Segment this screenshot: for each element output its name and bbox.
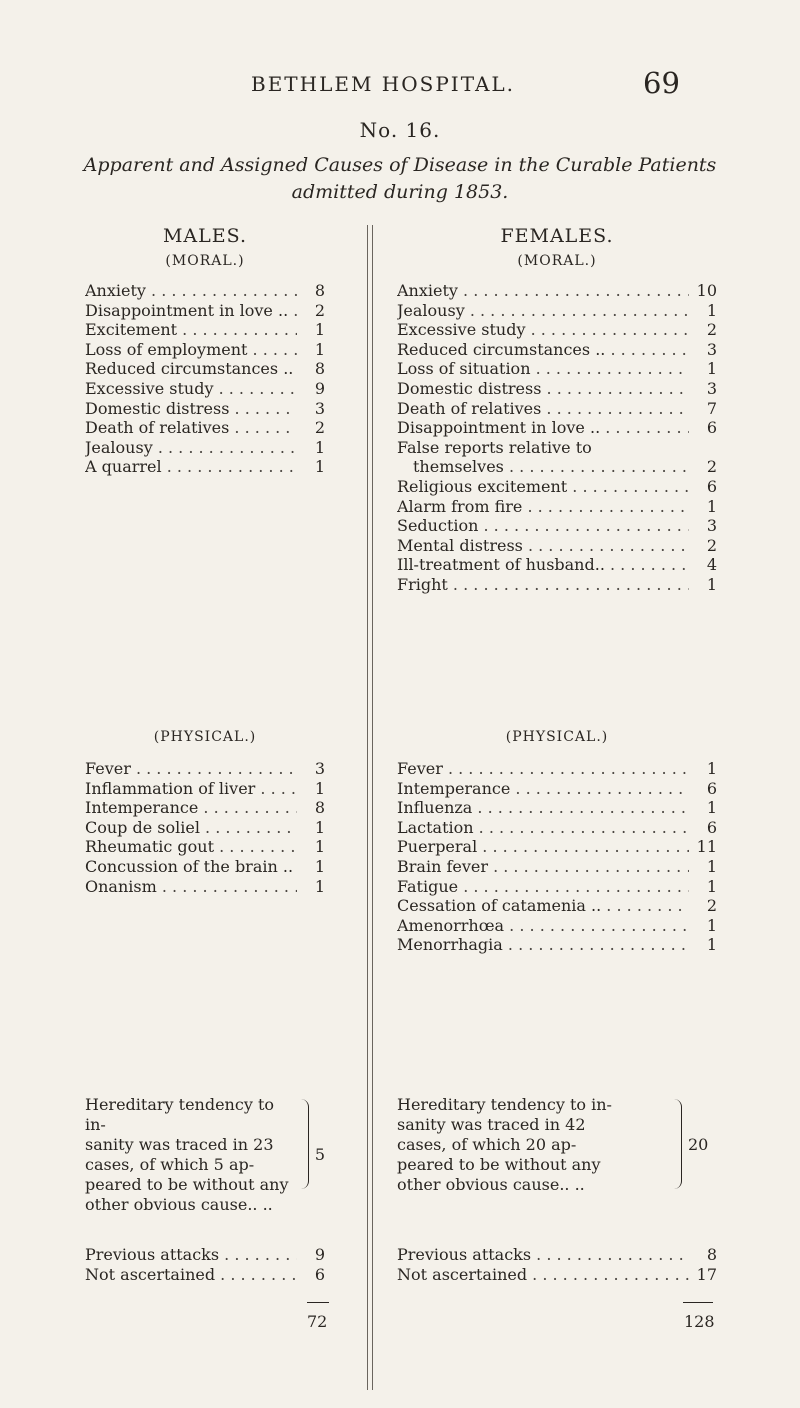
list-item: Religious excitement . . . 6	[397, 477, 717, 497]
list-item: Seduction . . . 3	[397, 516, 717, 536]
list-item: Lactation . . . 6	[397, 818, 717, 838]
females-hereditary-note: Hereditary tendency to in- sanity was traced in 42 cases, of which 20 ap- peared to be without any other obvious cause.. .. 20	[397, 1095, 709, 1194]
list-item: Excessive study . . . 2	[397, 320, 717, 340]
list-item: Previous attacks . . . 8	[397, 1245, 717, 1265]
list-item: Intemperance . . . 6	[397, 779, 717, 799]
list-item: Domestic distress . . . 3	[397, 379, 717, 399]
list-item: Disappointment in love .. . . . 6	[397, 418, 717, 438]
list-item: Cessation of catamenia .. . . . 2	[397, 896, 717, 916]
list-item: Brain fever . . . 1	[397, 857, 717, 877]
list-item: Loss of employment . . . 1	[85, 340, 325, 360]
list-item: Fright . . . 1	[397, 575, 717, 595]
list-item: Excitement . . . 1	[85, 320, 325, 340]
list-item: Rheumatic gout . . . 1	[85, 837, 325, 857]
list-item: Domestic distress . . . 3	[85, 399, 325, 419]
list-item: Fatigue . . . 1	[397, 877, 717, 897]
list-item: Reduced circumstances .. . . . 3	[397, 340, 717, 360]
list-item: Jealousy . . . 1	[85, 438, 325, 458]
males-moral-heading: (MORAL.)	[165, 253, 245, 269]
table-number: No. 16.	[359, 118, 441, 142]
list-item: Menorrhagia . . . 1	[397, 935, 717, 955]
list-item: Alarm from fire . . . 1	[397, 497, 717, 517]
females-moral-heading: (MORAL.)	[517, 253, 597, 269]
males-total: 72	[307, 1312, 328, 1331]
running-head: BETHLEM HOSPITAL.	[251, 72, 516, 96]
brace-icon	[296, 1099, 309, 1189]
table-title	[0, 152, 800, 206]
females-physical-section	[397, 729, 717, 955]
list-item: Amenorrhœa . . . 1	[397, 916, 717, 936]
females-moral-section	[397, 225, 717, 595]
list-item: Fever . . . 3	[85, 759, 325, 779]
females-total: 128	[684, 1312, 715, 1331]
males-moral-section	[85, 225, 325, 477]
list-item: Coup de soliel . . . 1	[85, 818, 325, 838]
males-heading: MALES.	[162, 225, 248, 247]
list-item: Puerperal . . . 11	[397, 837, 717, 857]
list-item: themselves . . . 2	[397, 457, 717, 477]
females-other-section	[397, 1245, 717, 1284]
males-other-section	[85, 1245, 325, 1284]
list-item: Reduced circumstances .. . . . 8	[85, 359, 325, 379]
list-item: Excessive study . . . 9	[85, 379, 325, 399]
list-item: False reports relative to	[397, 437, 592, 457]
males-hereditary-count: 5	[314, 1145, 325, 1164]
males-physical-heading: (PHYSICAL.)	[153, 729, 257, 745]
males-physical-section	[85, 729, 325, 896]
list-item: Disappointment in love .. . . . 2	[85, 301, 325, 321]
list-item: Death of relatives . . . 7	[397, 399, 717, 419]
list-item: Death of relatives . . . 2	[85, 418, 325, 438]
females-heading: FEMALES.	[500, 225, 614, 247]
females-hereditary-count: 20	[688, 1135, 709, 1154]
list-item: Jealousy . . . 1	[397, 301, 717, 321]
females-physical-heading: (PHYSICAL.)	[505, 729, 609, 745]
list-item: Fever . . . 1	[397, 759, 717, 779]
title-line-1: Apparent and Assigned Causes of Disease in the Curable Patients	[83, 154, 717, 176]
males-hereditary-note: Hereditary tendency to in- sanity was traced in 23 cases, of which 5 ap- peared to be without any other obvious cause.. .. 5	[85, 1095, 325, 1214]
list-item: Inflammation of liver . . . 1	[85, 779, 325, 799]
total-rule	[307, 1302, 329, 1303]
page-number: 69	[643, 66, 680, 100]
column-divider	[367, 225, 373, 1390]
list-item: Previous attacks . . . 9	[85, 1245, 325, 1265]
list-item: Loss of situation . . . 1	[397, 359, 717, 379]
list-item: Intemperance . . . 8	[85, 798, 325, 818]
list-item: Mental distress . . . 2	[397, 536, 717, 556]
brace-icon	[669, 1099, 682, 1189]
list-item: Influenza . . . 1	[397, 798, 717, 818]
list-item: Concussion of the brain .. . . . 1	[85, 857, 325, 877]
list-item: Anxiety . . . 10	[397, 281, 717, 301]
list-item: Not ascertained . . . 6	[85, 1265, 325, 1285]
list-item: A quarrel . . . 1	[85, 457, 325, 477]
list-item: Not ascertained . . . 17	[397, 1265, 717, 1285]
total-rule	[683, 1302, 713, 1303]
list-item: Anxiety . . . 8	[85, 281, 325, 301]
title-line-2: admitted during 1853.	[291, 181, 509, 203]
list-item: Ill-treatment of husband.. . . . 4	[397, 555, 717, 575]
list-item: Onanism . . . 1	[85, 877, 325, 897]
